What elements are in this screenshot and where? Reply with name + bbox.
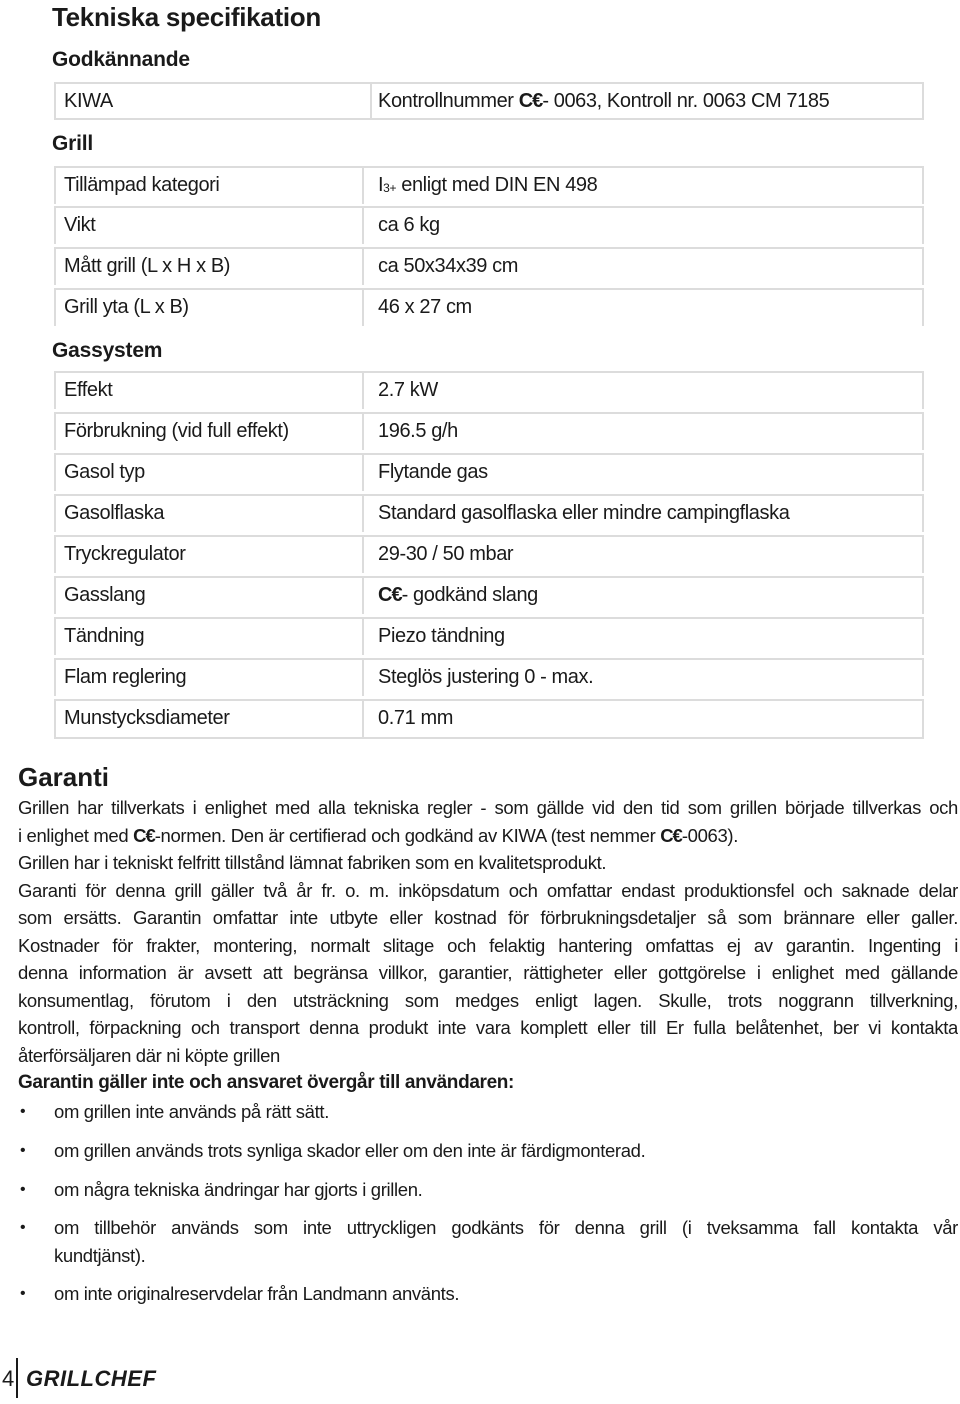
spec-value: Steglös justering 0 - max. — [378, 666, 594, 688]
grill-heading: Grill — [52, 132, 94, 155]
spec-row — [54, 247, 924, 285]
list-item: • om inte originalreservdelar från Landmann använts. — [18, 1280, 958, 1308]
spec-label: Mått grill (L x H x B) — [64, 255, 231, 277]
spec-value: 46 x 27 cm — [378, 296, 472, 318]
gas-heading: Gassystem — [52, 339, 163, 362]
approval-label: KIWA — [64, 90, 113, 112]
warranty-heading: Garanti — [18, 762, 110, 792]
spec-label: Tändning — [64, 625, 145, 647]
spec-label: Gasslang — [64, 584, 146, 606]
spec-label: Flam reglering — [64, 666, 187, 688]
spec-value: Piezo tändning — [378, 625, 505, 647]
approval-value: Kontrollnummer C€- 0063, Kontroll nr. 0063 CM 7185 — [378, 90, 830, 112]
spec-row — [54, 494, 924, 532]
spec-value: Standard gasolflaska eller mindre campingflaska — [378, 502, 790, 524]
warranty-text: Grillen har tillverkats i enlighet med alla tekniska regler - som gällde vid den tid som grillen började tillverkas och i enlighet med C€-normen. Den är certifierad och godkänd av KIWA (test nemmer C€-0063). Grillen har i tekniskt felfritt tillstånd lämnat fabriken som en kvalitetsprodukt. Garanti för denna grill gäller två år fr. o. m. inköpsdatum och omfattar endast produktionsfel och saknade delar som ersätts. Garantin omfattar inte utbyte eller kostnad för förbrukningsdetaljer så som brännare eller galler. Kostnader för frakter, montering, normalt slitage och felaktig hantering omfattas ej av garantin. Ingenting i denna information är avsett att begränsa villkor, garantier, rättigheter eller gottgörelse i enlighet med gällande konsumentlag, förutom i den utsträckning som medges enligt lagen. Skulle, trots noggrann tillverkning, kontroll, förpackning och transport denna produkt inte vara komplett eller till Er fulla belåtenhet, ber vi kontakta återförsäljaren där ni köpte grillen Garantin gäller inte och ansvaret övergår till användaren: — [18, 794, 958, 1097]
spec-row — [54, 206, 924, 244]
page-title: Tekniska specifikation — [52, 2, 321, 32]
spec-value: ca 6 kg — [378, 214, 440, 236]
ce-mark-icon: C€ — [660, 824, 682, 846]
approval-heading: Godkännande — [52, 48, 190, 71]
spec-label: Munstycksdiameter — [64, 707, 230, 729]
spec-label: Gasol typ — [64, 461, 145, 483]
spec-label: Effekt — [64, 379, 113, 401]
spec-label: Vikt — [64, 214, 96, 236]
bullet-icon: • — [20, 1219, 26, 1236]
spec-row — [54, 288, 924, 326]
spec-row — [54, 699, 924, 739]
spec-row — [54, 576, 924, 614]
page-number: 4 — [2, 1366, 15, 1391]
spec-label: Grill yta (L x B) — [64, 296, 189, 318]
spec-row — [54, 412, 924, 450]
bullet-icon: • — [20, 1181, 26, 1198]
spec-value: ca 50x34x39 cm — [378, 255, 519, 277]
list-item: • om några tekniska ändringar har gjorts i grillen. — [18, 1176, 958, 1204]
list-item: • om grillen används trots synliga skador eller om den inte är färdigmonterad. — [18, 1137, 958, 1165]
approval-row — [54, 82, 924, 120]
list-item: • om grillen inte används på rätt sätt. — [18, 1098, 958, 1126]
spec-value: 29-30 / 50 mbar — [378, 543, 514, 565]
ce-mark-icon: C€ — [378, 584, 402, 606]
spec-value: 196.5 g/h — [378, 420, 458, 442]
spec-value: 2.7 kW — [378, 379, 438, 401]
spec-row — [54, 166, 924, 204]
bullet-icon: • — [20, 1103, 26, 1120]
bullet-icon: • — [20, 1142, 26, 1159]
brand-logo: GRILLCHEF — [26, 1366, 157, 1391]
spec-value: C€- godkänd slang — [378, 584, 538, 606]
spec-label: Förbrukning (vid full effekt) — [64, 420, 289, 442]
ce-mark-icon: C€ — [133, 824, 155, 846]
spec-label: Tillämpad kategori — [64, 174, 220, 196]
list-item: • om tillbehör används som inte uttryckligen godkänts för denna grill (i tveksamma fall kontakta vår kundtjänst). — [18, 1214, 958, 1269]
spec-value: Flytande gas — [378, 461, 488, 483]
spec-label: Tryckregulator — [64, 543, 186, 565]
spec-label: Gasolflaska — [64, 502, 165, 524]
spec-row — [54, 535, 924, 573]
bullet-icon: • — [20, 1285, 26, 1302]
spec-row — [54, 658, 924, 696]
spec-row — [54, 617, 924, 655]
warranty-exclusions-heading: Garantin gäller inte och ansvaret övergår till användaren: — [18, 1072, 515, 1093]
footer-divider — [16, 1358, 18, 1398]
spec-row — [54, 371, 924, 409]
spec-value: I3+ enligt med DIN EN 498 — [378, 174, 598, 196]
spec-value: 0.71 mm — [378, 707, 454, 729]
spec-row — [54, 453, 924, 491]
ce-mark-icon: C€ — [518, 90, 543, 112]
